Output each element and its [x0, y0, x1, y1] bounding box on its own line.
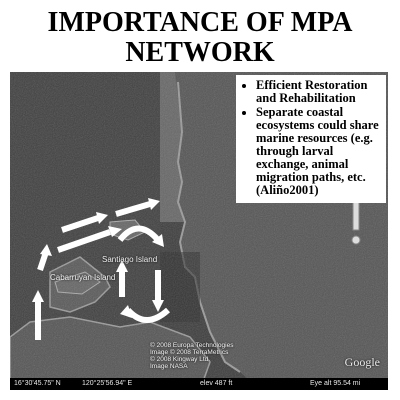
- title-line-2: NETWORK: [125, 37, 275, 68]
- bullet-box: [236, 75, 386, 203]
- title-line-1: IMPORTANCE OF MPA: [47, 7, 353, 38]
- slide-title: [0, 8, 400, 68]
- map-label-cabarruyan: Cabarruyan Island: [50, 273, 116, 282]
- map-label-santiago: Santiago Island: [102, 255, 158, 264]
- satellite-map[interactable]: [10, 72, 388, 390]
- status-longitude: 120°25'56.94" E: [82, 380, 133, 387]
- map-copyright: © 2008 Europa Technologies Image © 2008 TerraMetrics © 2008 Kingway Ltd. Image NASA: [150, 342, 234, 370]
- bullet-item-2: • Separate coastal ecosystems could share marine resources (e.g. through larval exchange, animal migration paths, etc. (Aliño2001): [256, 106, 386, 197]
- status-elevation: elev 487 ft: [200, 380, 233, 387]
- google-logo: Google: [344, 355, 380, 369]
- map-status-bar: [10, 378, 388, 390]
- bullet-item-1: • Efficient Restoration and Rehabilitation: [256, 79, 386, 105]
- status-eye-altitude: Eye alt 95.54 mi: [310, 380, 361, 387]
- status-latitude: 16°30'45.75" N: [14, 380, 61, 387]
